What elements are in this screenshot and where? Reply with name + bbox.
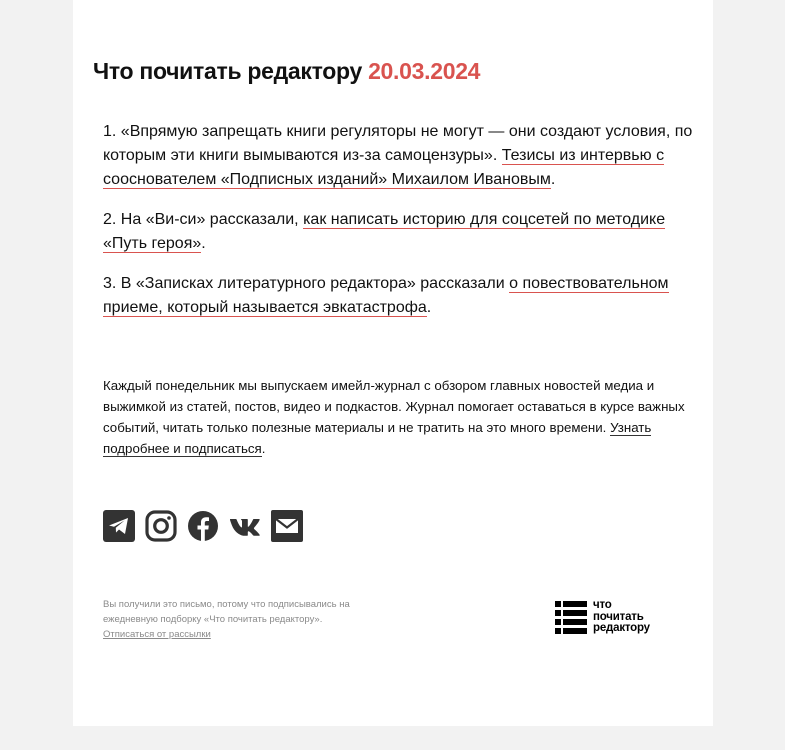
logo-text: [593, 600, 650, 635]
item-link[interactable]: как написать историю для соцсетей по методике «Путь героя»: [103, 211, 666, 252]
logo-mark-icon: [555, 601, 589, 635]
unsubscribe-link[interactable]: Отписаться от рассылки: [103, 629, 211, 640]
logo-line: редактору: [593, 622, 650, 634]
item-link[interactable]: о повествовательном приеме, который называется эвкатастрофа: [103, 275, 669, 316]
vk-icon[interactable]: [229, 510, 261, 542]
item-text: 1. «Впрямую запрещать книги регуляторы не могут — они создают условия, по которым эти книги вымываются из-за самоцензуры».: [103, 123, 693, 164]
footer-reason: Вы получили это письмо, потому что подписывались на ежедневную подборку «Что почитать редактору».: [103, 599, 350, 625]
list-item: [103, 272, 693, 320]
about-paragraph: [103, 375, 693, 459]
item-end: .: [201, 235, 206, 252]
logo-line: почитать: [593, 610, 644, 623]
item-end: .: [550, 171, 556, 188]
item-end: .: [426, 299, 432, 316]
logo-line: что: [593, 599, 612, 611]
social-links: [103, 510, 303, 542]
about-text: Каждый понедельник мы выпускаем имейл-журнал с обзором главных новостей медиа и выжимкой из статей, постов, видео и подкастов. Журнал помогает оставаться в курсе важных событий, читать только полезные материалы и не тратить на это много времени.: [103, 378, 685, 435]
brand-logo: [555, 600, 685, 638]
email-card: [73, 0, 713, 726]
footer-note: [103, 597, 403, 642]
instagram-icon[interactable]: [145, 510, 177, 542]
list-item: [103, 120, 693, 192]
about-end: .: [261, 441, 266, 456]
item-text: 3. В «Записках литературного редактора» рассказали: [103, 275, 510, 292]
page-title: [93, 58, 480, 85]
email-icon[interactable]: [271, 510, 303, 542]
list-item: [103, 208, 693, 256]
subscribe-link[interactable]: Узнать подробнее и подписаться: [103, 420, 652, 456]
telegram-icon[interactable]: [103, 510, 135, 542]
news-list: [103, 120, 693, 336]
item-link[interactable]: Тезисы из интервью с сооснователем «Подписных изданий» Михаилом Ивановым: [103, 147, 665, 188]
item-text: 2. На «Ви-си» рассказали,: [103, 211, 304, 228]
issue-date: 20.03.2024: [368, 58, 481, 84]
title-text: Что почитать редактору: [93, 58, 362, 84]
facebook-icon[interactable]: [187, 510, 219, 542]
